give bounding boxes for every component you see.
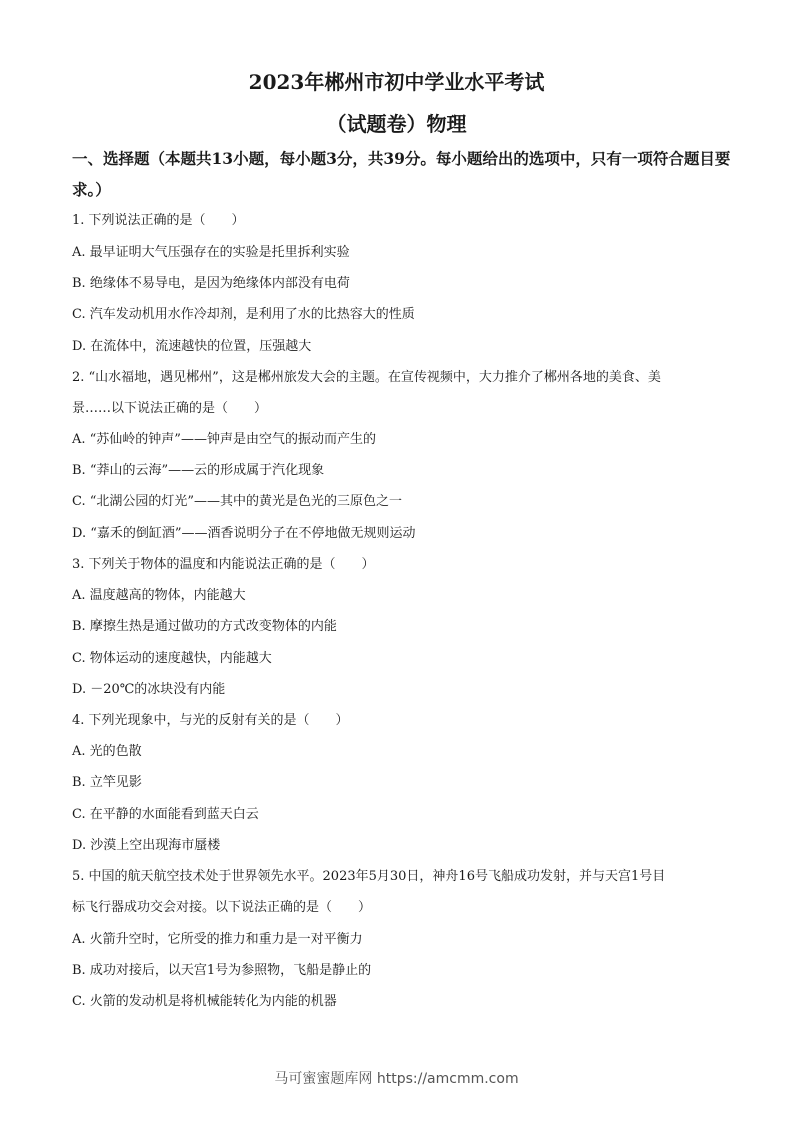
question-2-stem-line-1: 2. “山水福地，遇见郴州”，这是郴州旅发大会的主题。在宣传视频中，大力推介了郴州各地的美食、美 <box>72 370 661 385</box>
question-5-option-c: C. 火箭的发动机是将机械能转化为内能的机器 <box>72 994 337 1009</box>
question-1-option-a: A. 最早证明大气压强存在的实验是托里拆利实验 <box>72 245 350 260</box>
question-3-stem: 3. 下列关于物体的温度和内能说法正确的是（ ） <box>72 557 375 572</box>
question-2-option-d: D. “嘉禾的倒缸酒”——酒香说明分子在不停地做无规则运动 <box>72 526 416 541</box>
question-3-option-b: B. 摩擦生热是通过做功的方式改变物体的内能 <box>72 619 337 634</box>
page-title: 2023年郴州市初中学业水平考试 <box>248 70 545 94</box>
section-heading: 一、选择题（本题共13小题，每小题3分，共39分。每小题给出的选项中，只有一项符合题目要求。） <box>72 149 731 199</box>
question-4-option-b: B. 立竿见影 <box>72 775 142 790</box>
question-1-option-d: D. 在流体中，流速越快的位置，压强越大 <box>72 339 312 354</box>
question-5-option-b: B. 成功对接后，以天宫1号为参照物，飞船是静止的 <box>72 963 372 978</box>
question-4-option-a: A. 光的色散 <box>72 744 142 759</box>
page-subtitle: （试题卷）物理 <box>326 112 467 136</box>
question-5-stem-line-2: 标飞行器成功交会对接。以下说法正确的是（ ） <box>72 900 372 915</box>
question-2-option-a: A. “苏仙岭的钟声”——钟声是由空气的振动而产生的 <box>72 432 376 447</box>
question-3-option-d: D. －20℃的冰块没有内能 <box>72 682 226 697</box>
question-2-option-b: B. “莽山的云海”——云的形成属于汽化现象 <box>72 463 325 478</box>
question-5-stem-line-1: 5. 中国的航天航空技术处于世界领先水平。2023年5月30日，神舟16号飞船成功发射，并与天宫1号目 <box>72 869 666 884</box>
footer-watermark: 马可蜜蜜题库网 https://amcmm.com <box>274 1071 519 1087</box>
question-3-option-a: A. 温度越高的物体，内能越大 <box>72 588 246 603</box>
question-1-option-c: C. 汽车发动机用水作冷却剂，是利用了水的比热容大的性质 <box>72 307 415 322</box>
question-5-option-a: A. 火箭升空时，它所受的推力和重力是一对平衡力 <box>72 932 363 947</box>
question-2-option-c: C. “北湖公园的灯光”——其中的黄光是色光的三原色之一 <box>72 494 403 509</box>
question-1-stem: 1. 下列说法正确的是（ ） <box>72 213 245 228</box>
question-4-option-c: C. 在平静的水面能看到蓝天白云 <box>72 807 259 822</box>
question-2-stem-line-2: 景……以下说法正确的是（ ） <box>72 401 268 416</box>
question-1-option-b: B. 绝缘体不易导电，是因为绝缘体内部没有电荷 <box>72 276 350 291</box>
question-3-option-c: C. 物体运动的速度越快，内能越大 <box>72 651 272 666</box>
question-4-stem: 4. 下列光现象中，与光的反射有关的是（ ） <box>72 713 349 728</box>
question-4-option-d: D. 沙漠上空出现海市蜃楼 <box>72 838 221 853</box>
